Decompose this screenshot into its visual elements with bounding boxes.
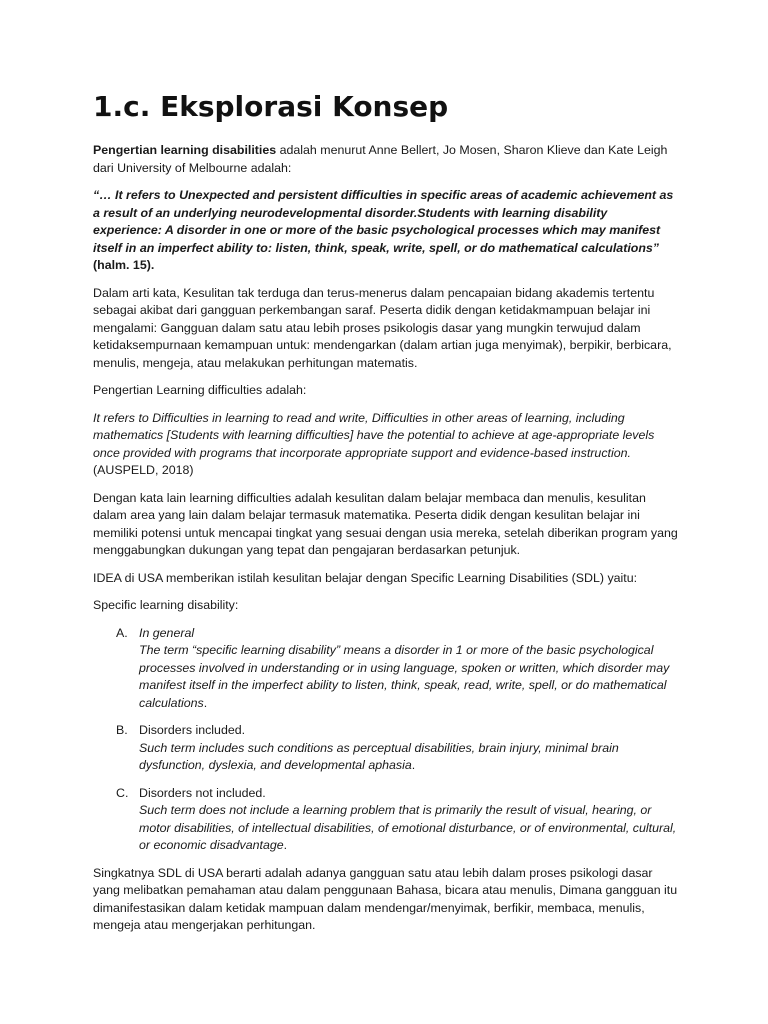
list-marker: B.	[116, 723, 128, 737]
paragraph-idea-usa: IDEA di USA memberikan istilah kesulitan belajar dengan Specific Learning Disabilities (SDL) yaitu:	[93, 570, 638, 585]
intro-text: adalah menurut Anne Bellert, Jo Mosen, Sharon Klieve dan Kate Leigh dari University of Melbourne adalah:	[93, 143, 668, 175]
list-item-desc-text: Such term includes such conditions as perceptual disabilities, brain injury, minimal brain dysfunction, dyslexia, and developmental aphasia	[139, 740, 619, 772]
list-item	[93, 785, 678, 855]
quote-learning-difficulties	[93, 410, 678, 480]
quote-learning-disabilities	[93, 187, 678, 275]
list-item-description	[139, 802, 678, 855]
list-item	[93, 625, 678, 713]
quote-text: “… It refers to Unexpected and persistent difficulties in specific areas of academic achievement as a result of an underlying neurodevelopmental disorder.Students with learning disability experience: A disorder in one or more of the basic psychological processes which may manifest itself in an imperfect ability to: listen, think, speak, write, spell, or do mathematical calculations”	[93, 188, 674, 255]
list-item-title: Disorders included.	[139, 723, 246, 737]
list-item-description	[139, 740, 678, 775]
paragraph-summary: Singkatnya SDL di USA berarti adalah adanya gangguan satu atau lebih dalam proses psikologi dasar yang melibatkan pemahaman atau dalam penggunaan Bahasa, bicara atau menulis, Dimana gangguan itu dimanifestasikan dalam ketidak mampuan dalam mendengar/menyimak, berfikir, membaca, menulis, mengeja atau mengerjakan perhitungan.	[93, 865, 678, 932]
list-item-desc-end: .	[203, 695, 208, 710]
sld-list	[93, 625, 678, 855]
list-item-desc-text: The term “specific learning disability” means a disorder in 1 or more of the basic psychological processes involved in understanding or in using language, spoken or written, which disorder may manifest itself in the imperfect ability to listen, think, speak, read, write, spell, or do mathematical calculations	[139, 643, 670, 710]
page-title: 1.c. Eksplorasi Konsep	[93, 90, 449, 123]
intro-term: Pengertian learning disabilities	[93, 143, 277, 157]
list-item-title: Disorders not included.	[139, 785, 266, 800]
list-item-desc-text: Such term does not include a learning problem that is primarily the result of visual, hearing, or motor disabilities, of intellectual disabilities, of emotional disturbance, or of environmental, cultural, or economic disadvantage	[139, 803, 677, 852]
list-item-desc-end: .	[283, 838, 288, 852]
list-item-description	[139, 642, 678, 712]
list-marker: A.	[116, 625, 128, 640]
paragraph-sld-heading: Specific learning disability:	[93, 598, 239, 612]
quote-citation: (AUSPELD, 2018)	[93, 463, 194, 477]
quote-text: It refers to Difficulties in learning to read and write, Difficulties in other areas of learning, including mathematics [Students with learning difficulties] have the potential to achieve at age-appropriate levels once provided with programs that incorporate appropriate support and evidence-based instruction.	[93, 410, 655, 460]
list-item	[93, 722, 678, 775]
list-item-desc-end: .	[411, 758, 416, 772]
quote-citation: (halm. 15).	[93, 258, 155, 272]
paragraph-difficulties-heading: Pengertian Learning difficulties adalah:	[93, 383, 307, 397]
list-item-title: In general	[139, 625, 195, 640]
paragraph-definition-translation: Dalam arti kata, Kesulitan tak terduga dan terus-menerus dalam pencapaian bidang akademis tertentu sebagai akibat dari gangguan perkembangan saraf. Peserta didik dengan ketidakmampuan belajar ini mengalami: Gangguan dalam satu atau lebih proses psikologis dasar yang mungkin terwujud dalam ketidaksempurnaan kemampuan untuk: mendengarkan (dalam artian juga menyimak), berpikir, berbicara, menulis, mengeja, atau melakukan perhitungan matematis.	[93, 285, 672, 370]
list-marker: C.	[116, 785, 129, 800]
paragraph-difficulties-translation: Dengan kata lain learning difficulties adalah kesulitan dalam belajar membaca dan menulis, kesulitan dalam area yang lain dalam belajar termasuk matematika. Peserta didik dengan kesulitan belajar ini memiliki potensi untuk mencapai tingkat yang sesuai dengan usia mereka, setelah diberikan program yang menggabungkan dukungan yang tepat dan pengajaran berdasarkan petunjuk.	[93, 490, 678, 557]
intro-paragraph	[93, 142, 678, 177]
